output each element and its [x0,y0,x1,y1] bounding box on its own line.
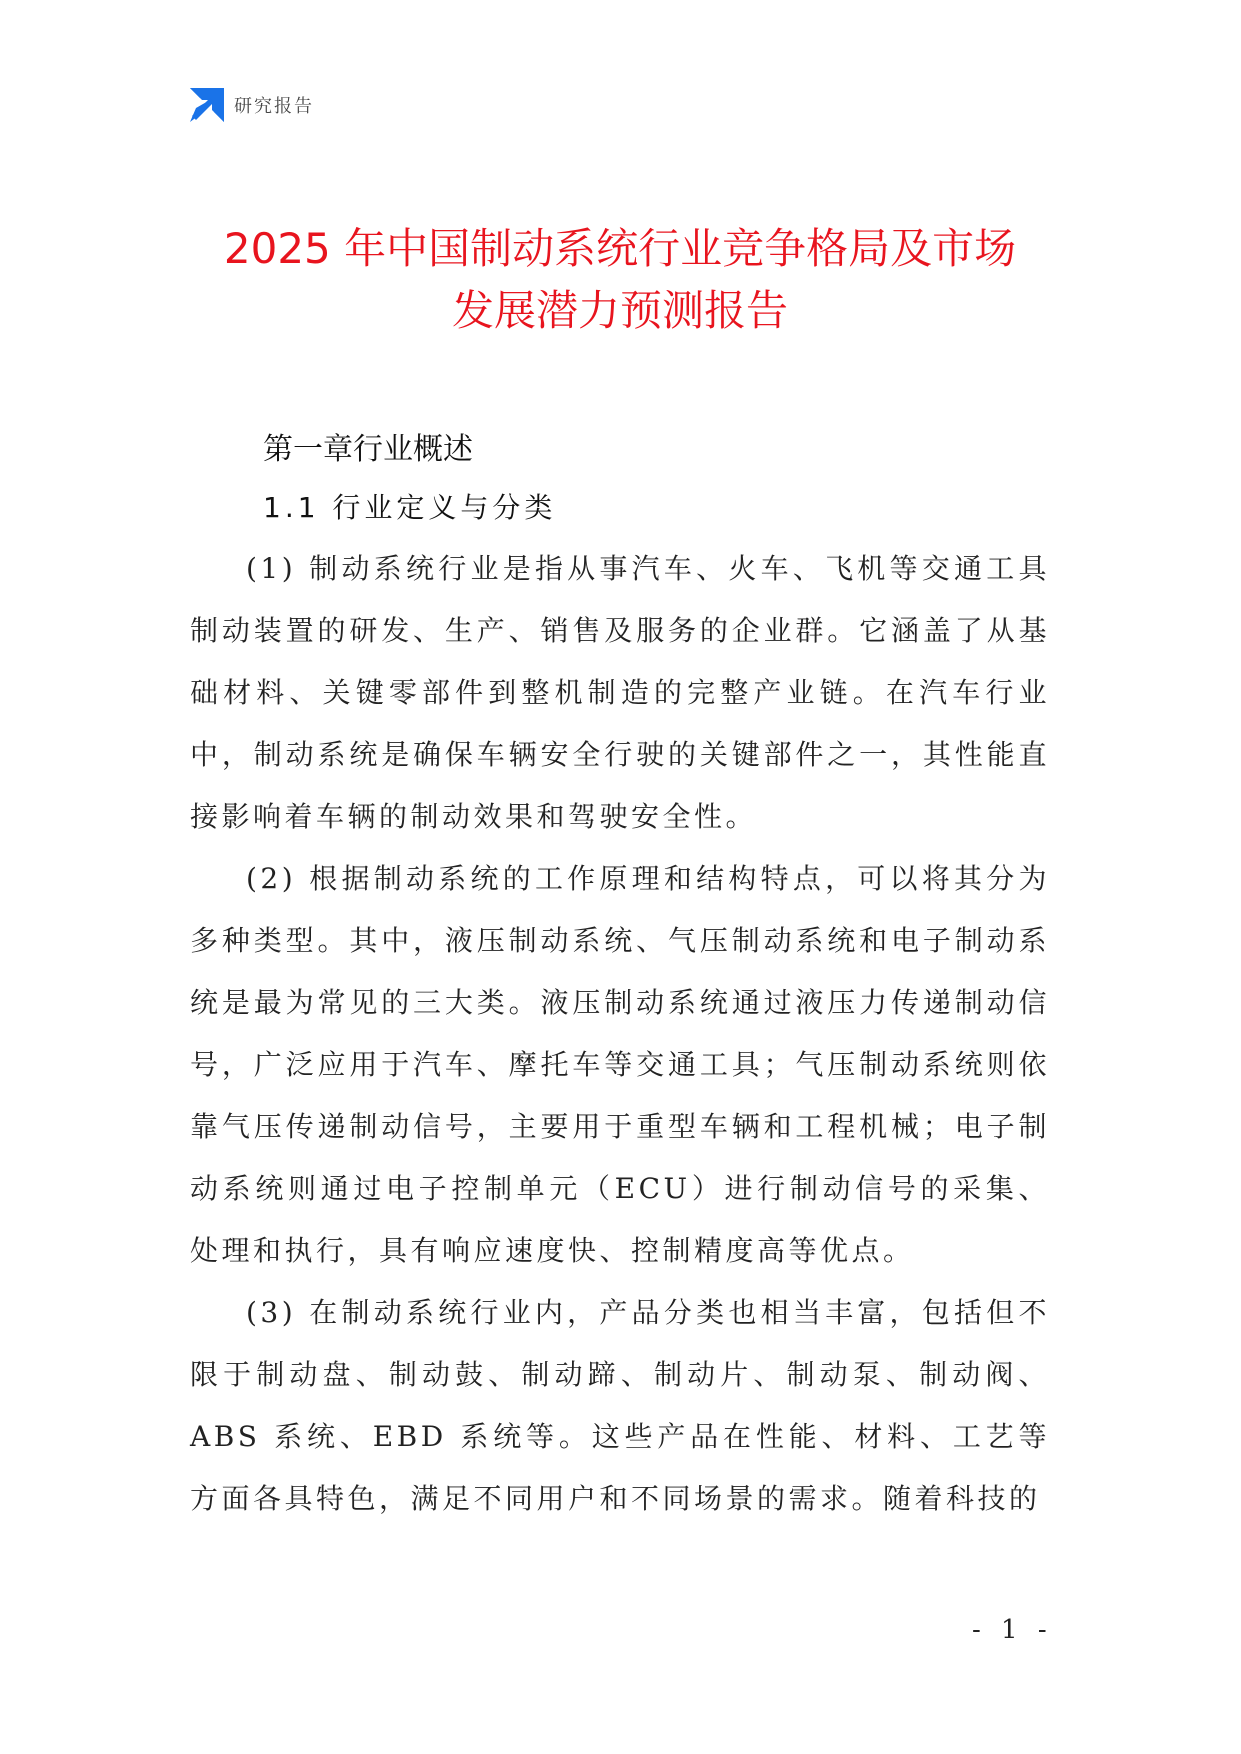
title-line-2: 发展潜力预测报告 [451,286,788,335]
chapter-heading: 第一章行业概述 [263,432,473,467]
page-title [150,218,1090,342]
paragraph-1: (1) 制动系统行业是指从事汽车、火车、飞机等交通工具制动装置的研发、生产、销售及服务的企业群。它涵盖了从基础材料、关键零部件到整机制造的完整产业链。在汽车行业中，制动系统是确保车辆安全行驶的关键部件之一，其性能直接影响着车辆的制动效果和驾驶安全性。 [190,552,1050,833]
section-heading: 1.1 行业定义与分类 [263,491,557,524]
paragraph-2: (2) 根据制动系统的工作原理和结构特点，可以将其分为多种类型。其中，液压制动系统、气压制动系统和电子制动系统是最为常见的三大类。液压制动系统通过液压力传递制动信号，广泛应用于汽车、摩托车等交通工具；气压制动系统则依靠气压传递制动信号，主要用于重型车辆和工程机械；电子制动系统则通过电子控制单元（ECU）进行制动信号的采集、处理和执行，具有响应速度快、控制精度高等优点。 [190,862,1050,1267]
header-label: 研究报告 [234,96,314,117]
page-number: - 1 - [972,1615,1053,1645]
title-line-1: 2025 年中国制动系统行业竞争格局及市场 [223,224,1017,273]
report-header [190,88,314,122]
arrow-up-right-logo-icon [190,88,224,122]
paragraph-3: (3) 在制动系统行业内，产品分类也相当丰富，包括但不限于制动盘、制动鼓、制动蹄、制动片、制动泵、制动阀、ABS 系统、EBD 系统等。这些产品在性能、材料、工艺等方面各具特色，满足不同用户和不同场景的需求。随着科技的 [190,1296,1050,1515]
body-text [190,538,1050,1530]
